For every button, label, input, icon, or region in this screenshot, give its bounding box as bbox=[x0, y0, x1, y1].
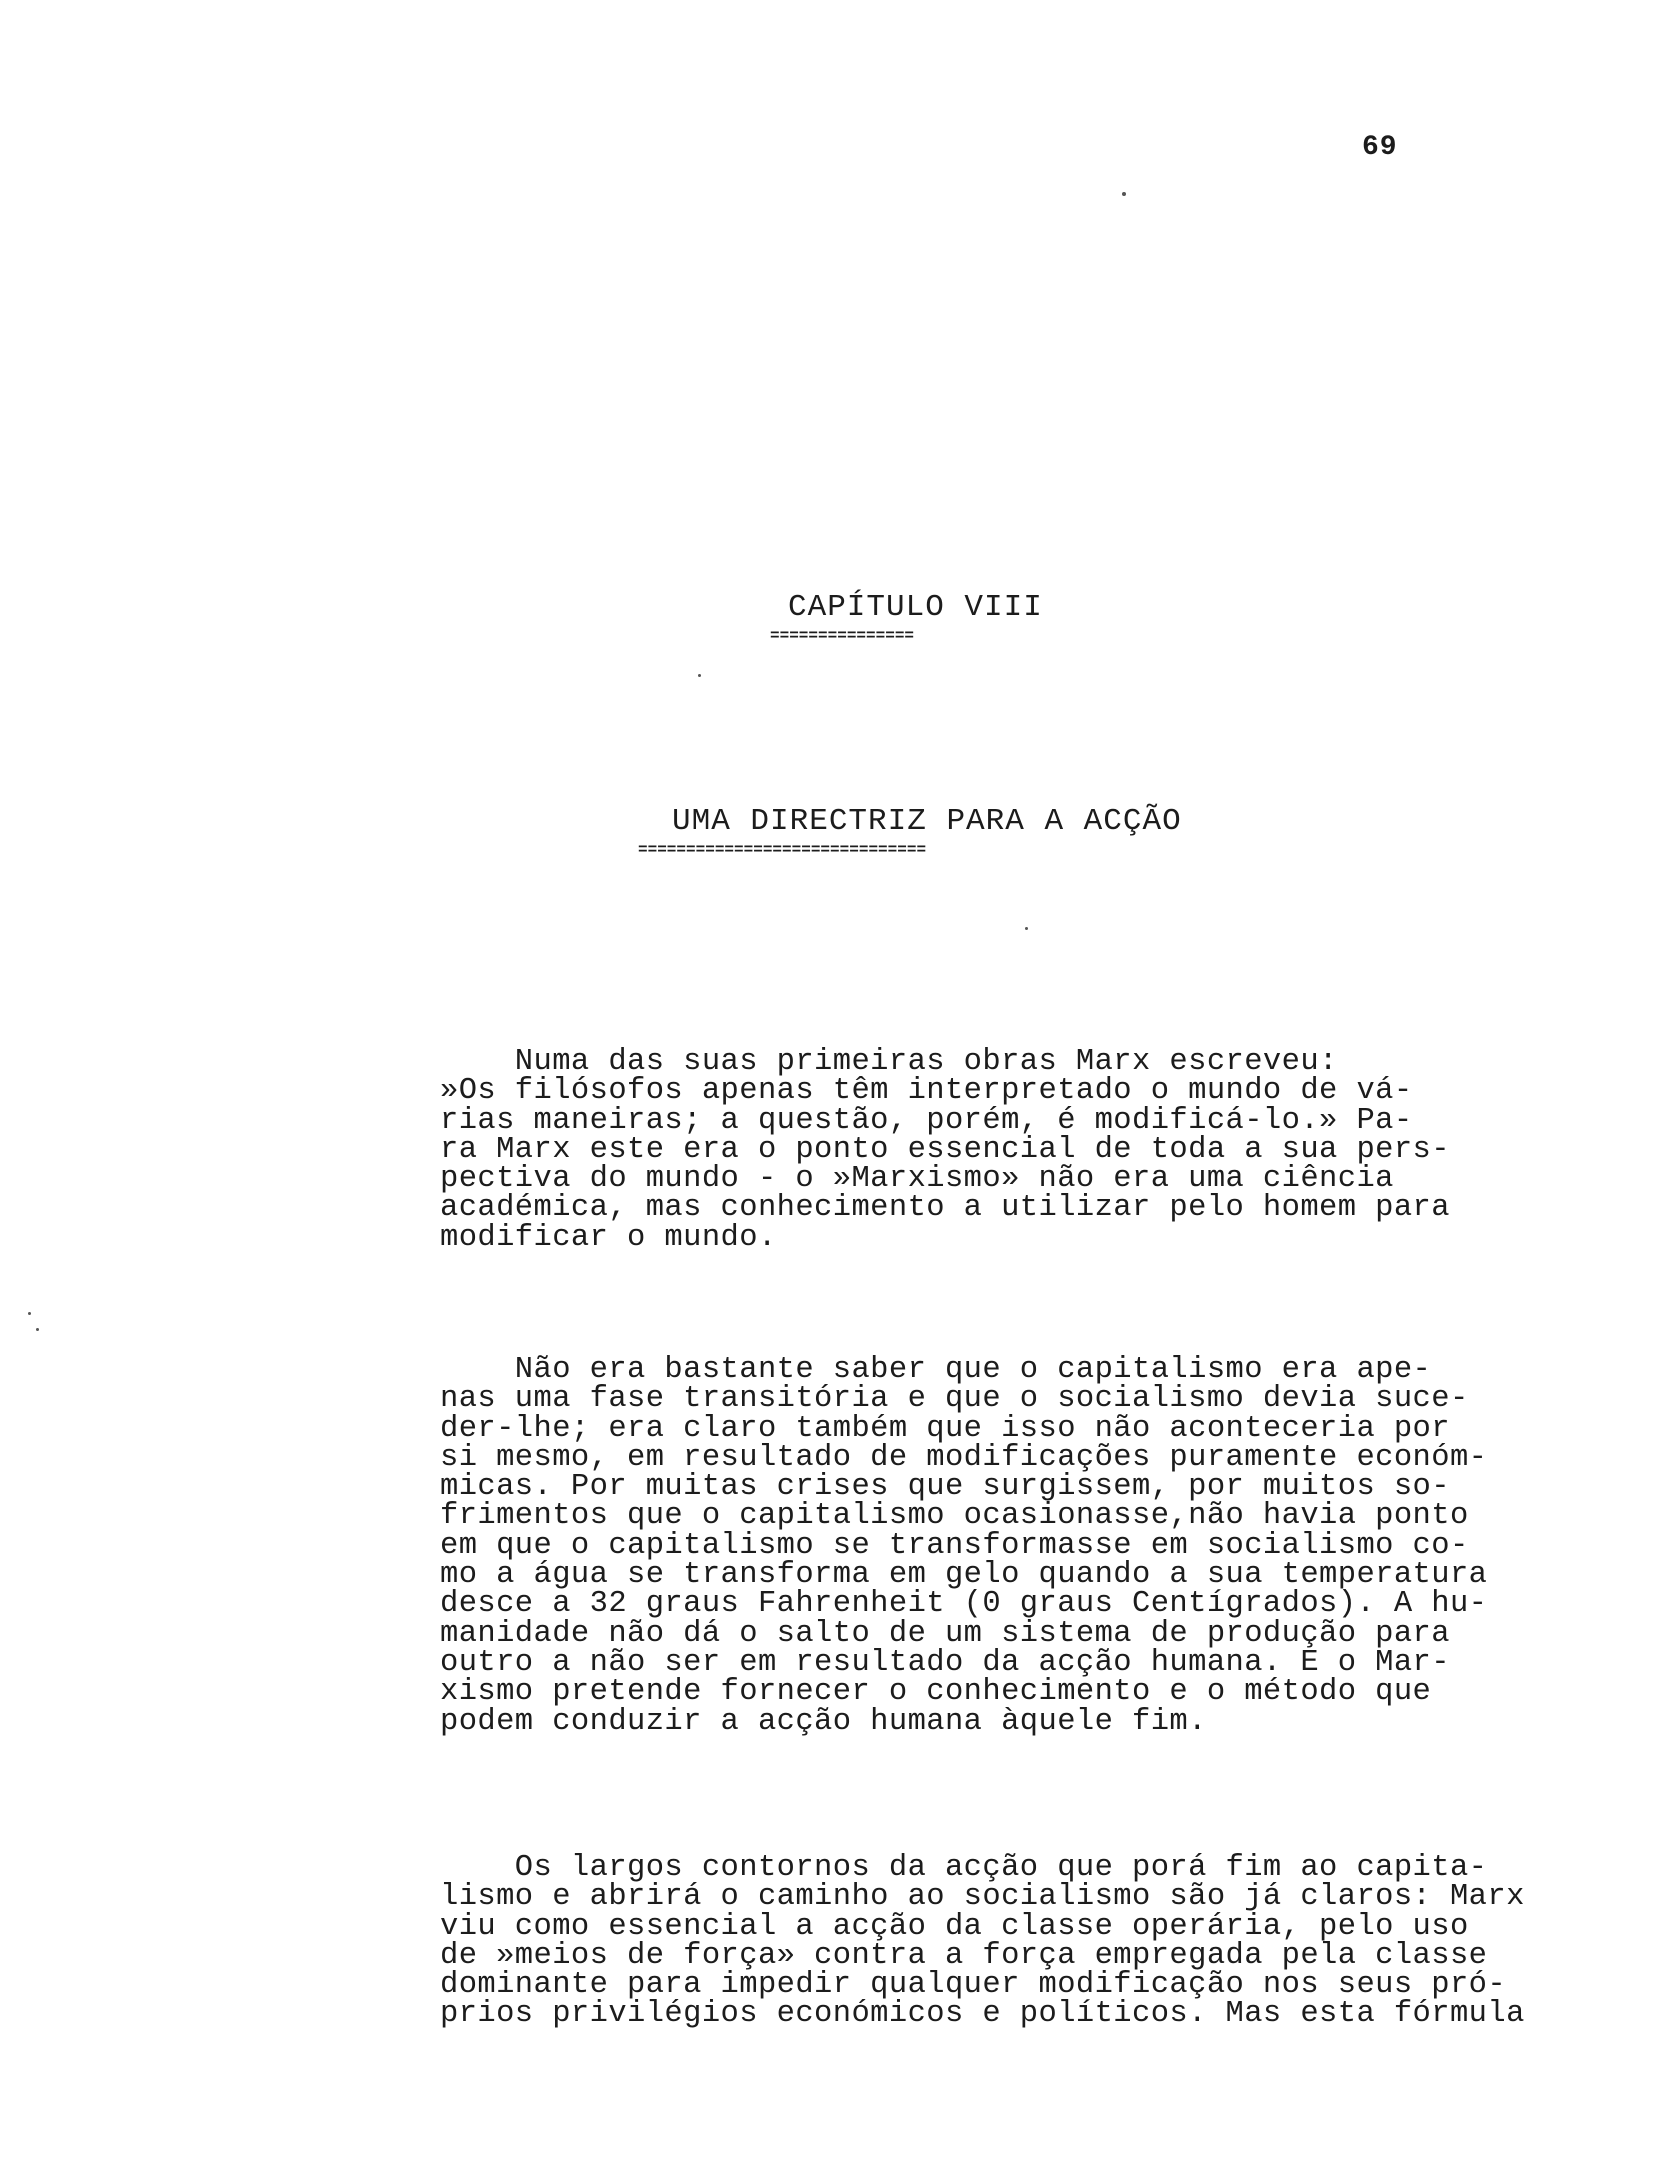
text-line: pectiva do mundo - o »Marxismo» não era uma ciência bbox=[440, 1162, 1394, 1197]
paragraph-2 bbox=[440, 1353, 1620, 1739]
text-line: em que o capitalismo se transformasse em socialismo co- bbox=[440, 1528, 1469, 1563]
scan-speck bbox=[1122, 192, 1126, 196]
scan-speck bbox=[698, 674, 701, 677]
text-line: outro a não ser em resultado da acção humana. E o Mar- bbox=[440, 1645, 1450, 1680]
scan-speck bbox=[28, 1312, 31, 1315]
paragraph-3 bbox=[440, 1851, 1620, 2032]
text-line: Não era bastante saber que o capitalismo era ape- bbox=[440, 1353, 1432, 1387]
chapter-title: CAPÍTULO VIII bbox=[788, 590, 1043, 625]
text-line: Numa das suas primeiras obras Marx escreveu: bbox=[440, 1045, 1338, 1079]
text-line: académica, mas conhecimento a utilizar pelo homem para bbox=[440, 1191, 1450, 1226]
scan-speck bbox=[36, 1328, 39, 1331]
text-line: viu como essencial a acção da classe operária, pelo uso bbox=[440, 1909, 1469, 1944]
section-title-rule: ============================== bbox=[638, 842, 927, 858]
text-line: frimentos que o capitalismo ocasionasse,não havia ponto bbox=[440, 1499, 1469, 1534]
text-line: dominante para impedir qualquer modificação nos seus pró- bbox=[440, 1968, 1507, 2003]
text-line: de »meios de força» contra a força empregada pela classe bbox=[440, 1938, 1488, 1973]
chapter-title-rule: =============== bbox=[770, 628, 915, 644]
text-line: »Os filósofos apenas têm interpretado o mundo de vá- bbox=[440, 1074, 1413, 1109]
section-title: UMA DIRECTRIZ PARA A ACÇÃO bbox=[672, 804, 1182, 839]
text-line: rias maneiras; a questão, porém, é modificá-lo.» Pa- bbox=[440, 1103, 1413, 1138]
text-line: prios privilégios económicos e políticos. Mas esta fórmula bbox=[440, 1997, 1525, 2032]
text-line: lismo e abrirá o caminho ao socialismo são já claros: Marx bbox=[440, 1880, 1525, 1915]
text-line: modificar o mundo. bbox=[440, 1220, 777, 1255]
text-line: manidade não dá o salto de um sistema de produção para bbox=[440, 1616, 1450, 1651]
page-number: 69 bbox=[1362, 132, 1398, 163]
text-line: Os largos contornos da acção que porá fim ao capita- bbox=[440, 1851, 1488, 1885]
text-line: micas. Por muitas crises que surgissem, por muitos so- bbox=[440, 1470, 1450, 1505]
text-line: ra Marx este era o ponto essencial de toda a sua pers- bbox=[440, 1132, 1450, 1167]
scan-speck bbox=[1025, 927, 1028, 930]
text-line: xismo pretende fornecer o conhecimento e o método que bbox=[440, 1675, 1432, 1710]
text-line: si mesmo, em resultado de modificações puramente económ- bbox=[440, 1440, 1488, 1475]
text-line: desce a 32 graus Fahrenheit (0 graus Centígrados). A hu- bbox=[440, 1587, 1488, 1622]
text-line: podem conduzir a acção humana àquele fim. bbox=[440, 1704, 1207, 1739]
text-line: nas uma fase transitória e que o socialismo devia suce- bbox=[440, 1382, 1469, 1417]
text-line: der-lhe; era claro também que isso não aconteceria por bbox=[440, 1411, 1450, 1446]
text-line: mo a água se transforma em gelo quando a sua temperatura bbox=[440, 1558, 1488, 1593]
paragraph-1 bbox=[440, 1045, 1620, 1255]
